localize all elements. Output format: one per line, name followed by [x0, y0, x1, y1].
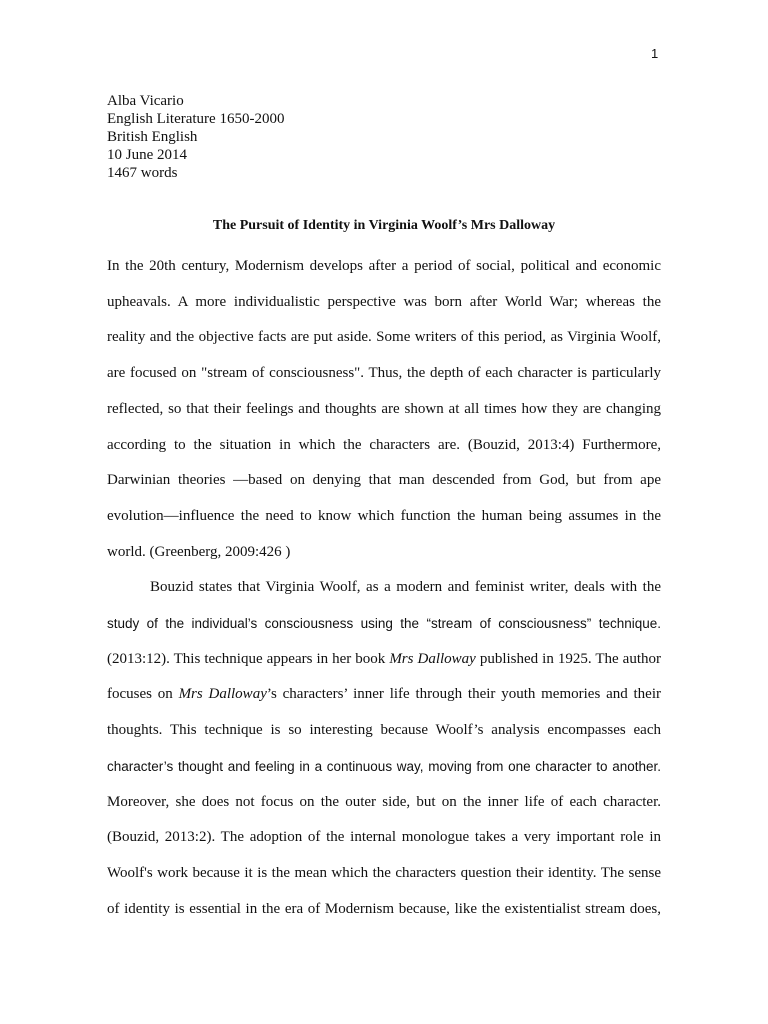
paragraph-line	[107, 677, 661, 713]
paragraph-line: of identity is essential in the era of Modernism because, like the existentialist stream does,	[107, 900, 661, 917]
paragraph-line: thoughts. This technique is so interesting because Woolf’s analysis encompasses each	[107, 722, 661, 739]
book-title: Mrs Dalloway	[178, 686, 267, 703]
text-run: ’s characters’ inner life through their youth memories and their	[266, 686, 662, 703]
essay-title: The Pursuit of Identity in Virginia Woolf’s Mrs Dalloway	[212, 218, 556, 233]
text-run: published in 1925. The author	[475, 650, 661, 667]
paragraph-line: reality and the objective facts are put aside. Some writers of this period, as Virginia Woolf,	[107, 329, 661, 346]
language-variant: British English	[107, 129, 198, 145]
paragraph-line: reflected, so that their feelings and thoughts are shown at all times how they are changing	[107, 400, 661, 417]
paragraph-line: upheavals. A more individualistic perspective was born after World War; whereas the	[107, 293, 661, 310]
paragraph-line: Darwinian theories —based on denying that man descended from God, but from ape	[107, 472, 661, 489]
paragraph-line: according to the situation in which the characters are. (Bouzid, 2013:4) Furthermore,	[107, 436, 661, 453]
paragraph-line: Moreover, she does not focus on the outer side, but on the inner life of each character.	[107, 793, 661, 810]
essay-body	[107, 249, 661, 927]
word-count: 1467 words	[107, 165, 178, 181]
paragraph-line: evolution—influence the need to know which function the human being assumes in the	[107, 507, 661, 524]
paragraph-2	[107, 570, 661, 927]
paragraph-line: character’s thought and feeling in a continuous way, moving from one character to another.	[107, 758, 661, 774]
text-run: focuses on	[107, 686, 179, 703]
paragraph-line: Bouzid states that Virginia Woolf, as a modern and feminist writer, deals with the	[150, 579, 661, 596]
paragraph-line: are focused on "stream of consciousness". Thus, the depth of each character is particularly	[107, 365, 661, 382]
paragraph-1	[107, 249, 661, 570]
author-name: Alba Vicario	[107, 93, 184, 109]
paragraph-line: In the 20th century, Modernism develops after a period of social, political and economic	[107, 258, 661, 274]
paragraph-line: (Bouzid, 2013:2). The adoption of the internal monologue takes a very important role in	[107, 829, 661, 846]
page-number: 1	[651, 46, 659, 61]
book-title: Mrs Dalloway	[389, 650, 476, 667]
text-run: (2013:12). This technique appears in her book	[107, 650, 390, 667]
course-name: English Literature 1650-2000	[107, 111, 285, 127]
paragraph-line: Woolf's work because it is the mean which the characters question their identity. The sense	[107, 864, 661, 881]
document-header	[107, 92, 284, 182]
submission-date: 10 June 2014	[107, 147, 187, 163]
paragraph-line: world. (Greenberg, 2009:426 )	[107, 543, 291, 560]
paragraph-line	[107, 642, 661, 678]
paragraph-line: study of the individual’s consciousness using the “stream of consciousness” technique.	[107, 616, 661, 632]
